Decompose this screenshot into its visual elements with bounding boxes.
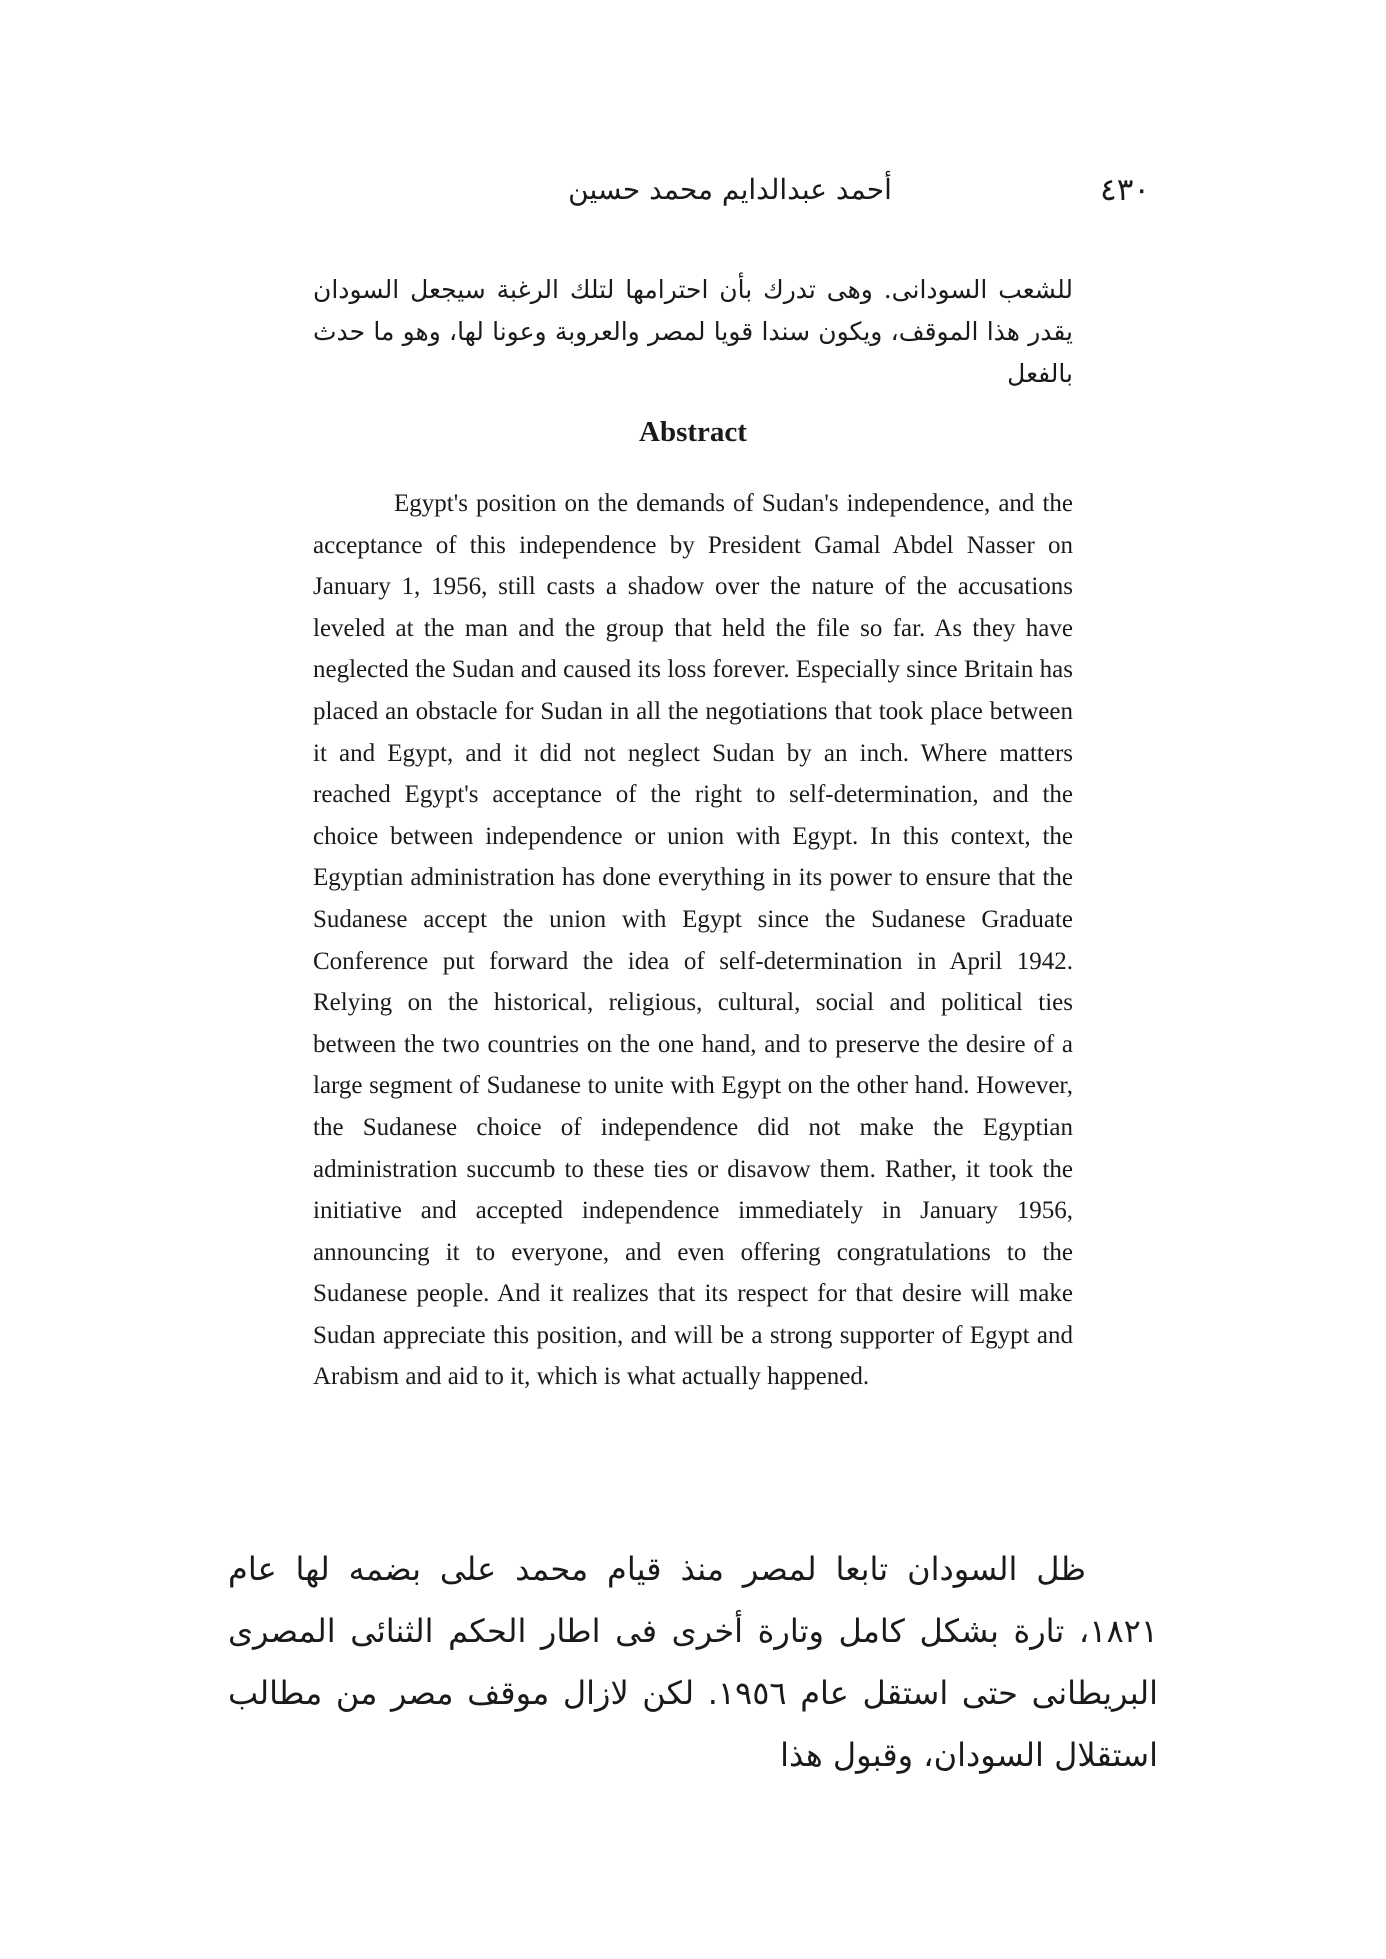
running-header: [312, 168, 1150, 212]
abstract-heading: Abstract: [639, 416, 747, 448]
author-name: أحمد عبدالدايم محمد حسين: [568, 173, 892, 206]
page-number: ٤٣٠: [1100, 172, 1150, 208]
arabic-paragraph-bottom: ظل السودان تابعا لمصر منذ قيام محمد على بضمه لها عام ١٨٢١، تارة بشكل كامل وتارة أخرى فى اطار الحكم الثنائى المصرى البريطانى حتى استقل عام ١٩٥٦. لكن لازال موقف مصر من مطالب استقلال السودان، وقبول هذا: [228, 1550, 1158, 1774]
abstract-body: Egypt's position on the demands of Sudan's independence, and the acceptance of this independence by President Gamal Abdel Nasser on January 1, 1956, still casts a shadow over the nature of the accusations leveled at the man and the group that held the file so far. As they have neglected the Sudan and caused its loss forever. Especially since Britain has placed an obstacle for Sudan in all the negotiations that took place between it and Egypt, and it did not neglect Sudan by an inch. Where matters reached Egypt's acceptance of the right to self-determination, and the choice between independence or union with Egypt. In this context, the Egyptian administration has done everything in its power to ensure that the Sudanese accept the union with Egypt since the Sudanese Graduate Conference put forward the idea of self-determination in April 1942. Relying on the historical, religious, cultural, social and political ties between the two countries on the one hand, and to preserve the desire of a large segment of Sudanese to unite with Egypt on the other hand. However, the Sudanese choice of independence did not make the Egyptian administration succumb to these ties or disavow them. Rather, it took the initiative and accepted independence immediately in January 1956, announcing it to everyone, and even offering congratulations to the Sudanese people. And it realizes that its respect for that desire will make Sudan appreciate this position, and will be a strong supporter of Egypt and Arabism and aid to it, which is what actually happened.: [313, 490, 1073, 1391]
arabic-paragraph-top: للشعب السودانى. وهى تدرك بأن احترامها لتلك الرغبة سيجعل السودان يقدر هذا الموقف، ويكون سندا قويا لمصر والعروبة وعونا لها، وهو ما حدث بالفعل: [313, 275, 1073, 388]
